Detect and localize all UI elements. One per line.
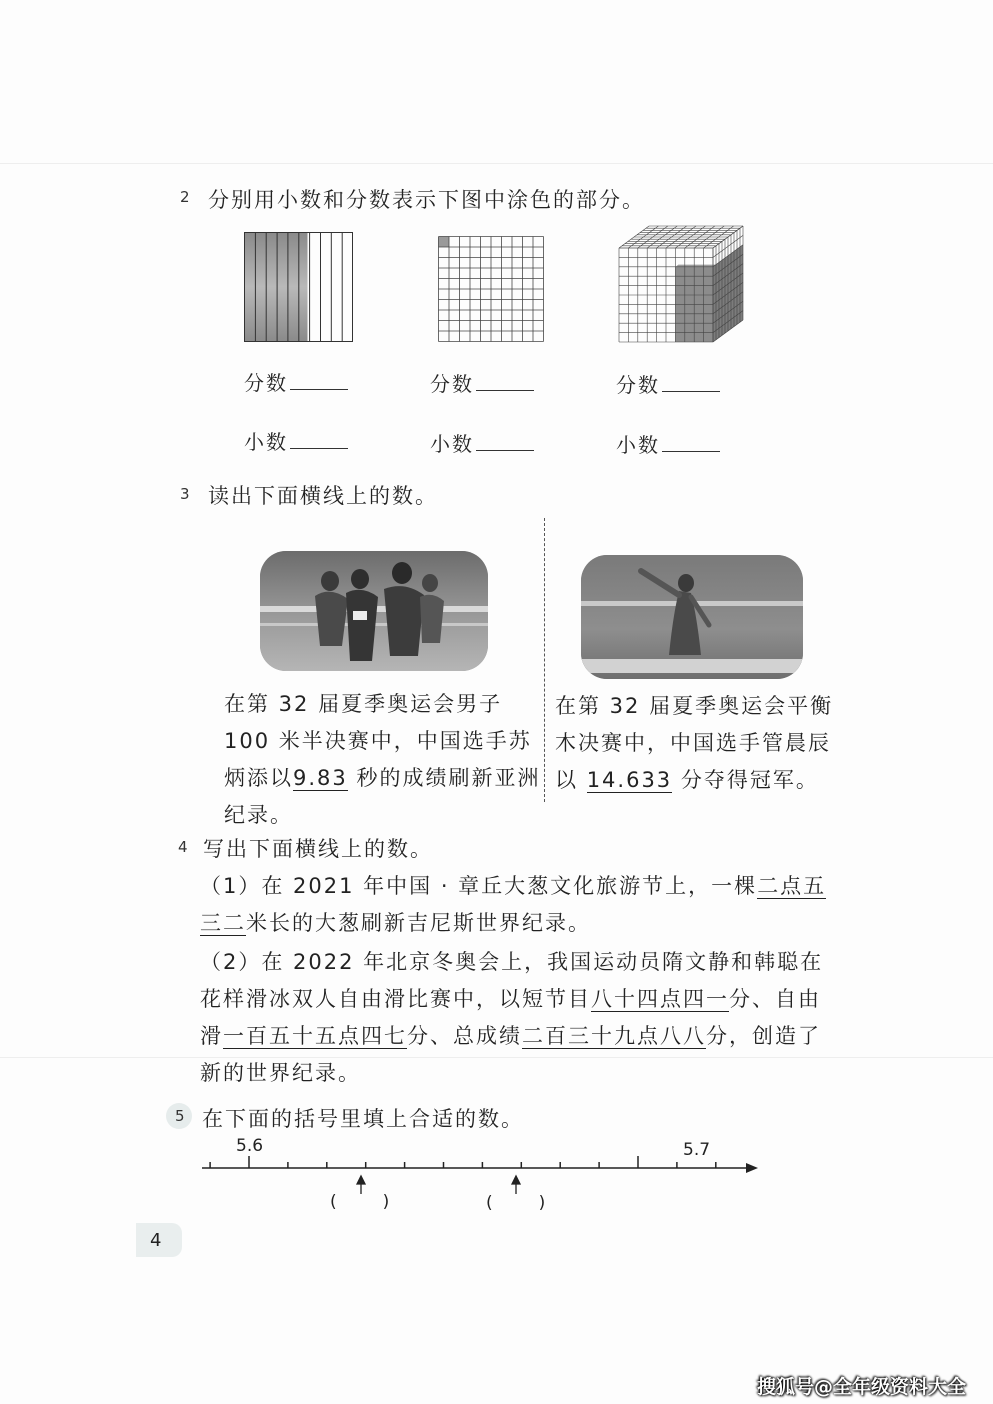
fraction-blank-1[interactable]: 分数 [244, 367, 348, 396]
start-tick-label: 5.6 [236, 1136, 264, 1156]
thousand-cube-figure [618, 224, 744, 346]
answer-bracket-1[interactable]: ( ) [330, 1192, 390, 1212]
strip-figure [244, 232, 354, 342]
question-number: 4 [178, 838, 188, 856]
question-number: 3 [180, 485, 190, 503]
underlined-words: 一百五十五点四七 [223, 1024, 407, 1048]
question-prompt: 在下面的括号里填上合适的数。 [202, 1107, 524, 1131]
fraction-blank-3[interactable]: 分数 [616, 369, 720, 398]
decimal-blank-1[interactable]: 小数 [244, 426, 348, 455]
question-prompt: 写出下面横线上的数。 [203, 837, 433, 861]
shaded-cell [439, 237, 450, 248]
q4-item-1: （1）在 2021 年中国 · 章丘大葱文化旅游节上，一棵二点五三二米长的大葱刷新吉尼斯世界纪录。 [200, 874, 827, 935]
sprint-paragraph: 在第 32 届夏季奥运会男子 100 米半决赛中，中国选手苏炳添以9.83 秒的成绩刷新亚洲纪录。 [224, 692, 541, 827]
gymnast-photo [581, 555, 803, 679]
page-number: 4 [150, 1230, 162, 1251]
q4-item-2: （2）在 2022 年北京冬奥会上，我国运动员隋文静和韩聪在花样滑冰双人自由滑比赛中，以短节目八十四点四一分、自由滑一百五十五点四七分、总成绩二百三十九点八八分，创造了新的世界纪录。 [200, 950, 824, 1085]
end-tick-label: 5.7 [683, 1140, 711, 1160]
underlined-number: 9.83 [293, 766, 348, 790]
underlined-words: 二点五三二 [200, 874, 827, 935]
scan-line [0, 163, 993, 164]
question-number: 5 [175, 1107, 185, 1125]
question-prompt: 读出下面横线上的数。 [208, 484, 438, 508]
column-divider [544, 518, 545, 802]
underlined-words: 二百三十九点八八 [522, 1024, 706, 1048]
question-prompt: 分别用小数和分数表示下图中涂色的部分。 [208, 188, 645, 212]
watermark: 搜狐号@全年级资料大全 [757, 1376, 967, 1398]
sprint-photo [260, 551, 488, 671]
shaded-area [245, 233, 308, 342]
answer-bracket-2[interactable]: ( ) [486, 1193, 546, 1213]
arrow-head [746, 1163, 758, 1173]
underlined-words: 八十四点四一 [591, 987, 729, 1011]
question-number: 2 [180, 188, 190, 206]
decimal-blank-2[interactable]: 小数 [430, 428, 534, 457]
hundred-grid-figure [438, 236, 546, 342]
underlined-number: 14.633 [586, 768, 673, 792]
fraction-blank-2[interactable]: 分数 [430, 368, 534, 397]
decimal-blank-3[interactable]: 小数 [616, 429, 720, 458]
number-line [198, 1150, 764, 1200]
gymnast-paragraph: 在第 32 届夏季奥运会平衡木决赛中，中国选手管晨辰以 14.633 分夺得冠军。 [555, 694, 834, 792]
